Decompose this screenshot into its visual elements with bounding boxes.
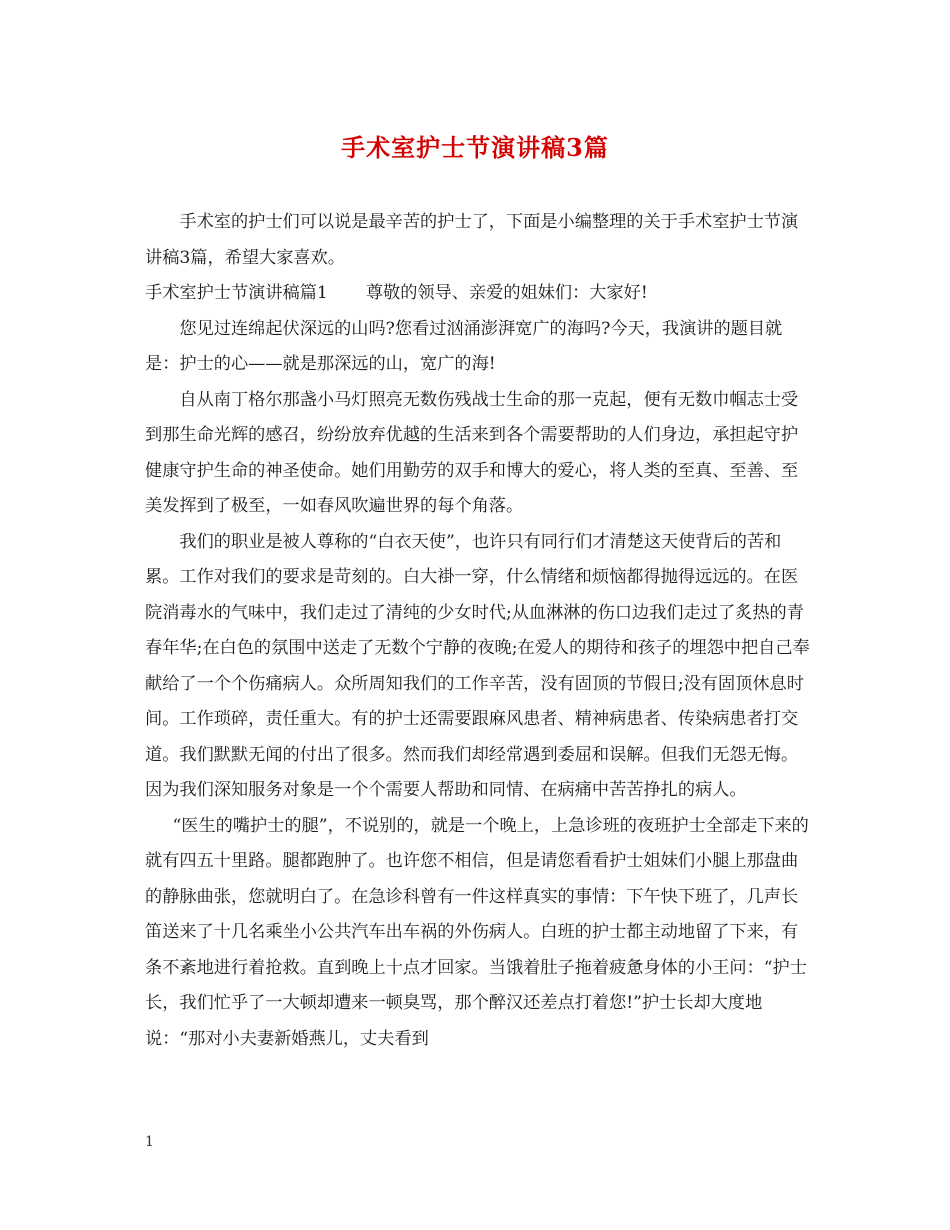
body-paragraph: 您见过连绵起伏深远的山吗?您看过汹涌澎湃宽广的海吗?今天，我演讲的题目就是：护士的心——就是那深远的山，宽广的海! — [145, 318, 783, 374]
body-paragraph: 我们的职业是被人尊称的“白衣天使”，也许只有同行们才清楚这天使背后的苦和累。工作对我们的要求是苛刻的。白大褂一穿，什么情绪和烦恼都得抛得远远的。在医院消毒水的气味中，我们走过了清纯的少女时代;从血淋淋的伤口边我们走过了炙热的青春年华;在白色的氛围中送走了无数个宁静的夜晚;在爱人的期待和孩子的埋怨中把自己奉献给了一个个伤痛病人。众所周知我们的工作辛苦，没有固顶的节假日;没有固顶休息时间。工作琐碎，责任重大。有的护士还需要跟麻风患者、精神病患者、传染病患者打交道。我们默默无闻的付出了很多。然而我们却经常遇到委屈和误解。但我们无怨无悔。因为我们深知服务对象是一个个需要人帮助和同情、在病痛中苦苦挣扎的病人。 — [145, 531, 810, 800]
greeting: 尊敬的领导、亲爱的姐妹们：大家好! — [365, 283, 648, 303]
section-line — [145, 276, 810, 312]
document-title: 手术室护士节演讲稿3篇 — [341, 133, 609, 162]
section-heading: 手术室护士节演讲稿篇1 — [145, 283, 328, 303]
body-paragraph: “医生的嘴护士的腿”，不说别的，就是一个晚上，上急诊班的夜班护士全部走下来的就有四五十里路。腿都跑肿了。也许您不相信，但是请您看看护士姐妹们小腿上那盘曲的静脉曲张，您就明白了。在急诊科曾有一件这样真实的事情：下午快下班了，几声长笛送来了十几名乘坐小公共汽车出车祸的外伤病人。白班的护士都主动地留了下来，有条不紊地进行着抢救。直到晚上十点才回家。当饿着肚子拖着疲惫身体的小王问：“护士长，我们忙乎了一大顿却遭来一顿臭骂，那个醉汉还差点打着您!”护士长却大度地说：“那对小夫妻新婚燕儿，丈夫看到 — [145, 815, 809, 1049]
document-body — [145, 205, 810, 1057]
body-paragraph: 自从南丁格尔那盏小马灯照亮无数伤残战士生命的那一克起，便有无数巾帼志士受到那生命光辉的感召，纷纷放弃优越的生活来到各个需要帮助的人们身边，承担起守护健康守护生命的神圣使命。她们用勤劳的双手和博大的爱心，将人类的至真、至善、至美发挥到了极至，一如春风吹遍世界的每个角落。 — [145, 389, 799, 516]
intro-paragraph: 手术室的护士们可以说是最辛苦的护士了，下面是小编整理的关于手术室护士节演讲稿3篇，希望大家喜欢。 — [145, 212, 799, 268]
page-number: 1 — [145, 1134, 154, 1150]
